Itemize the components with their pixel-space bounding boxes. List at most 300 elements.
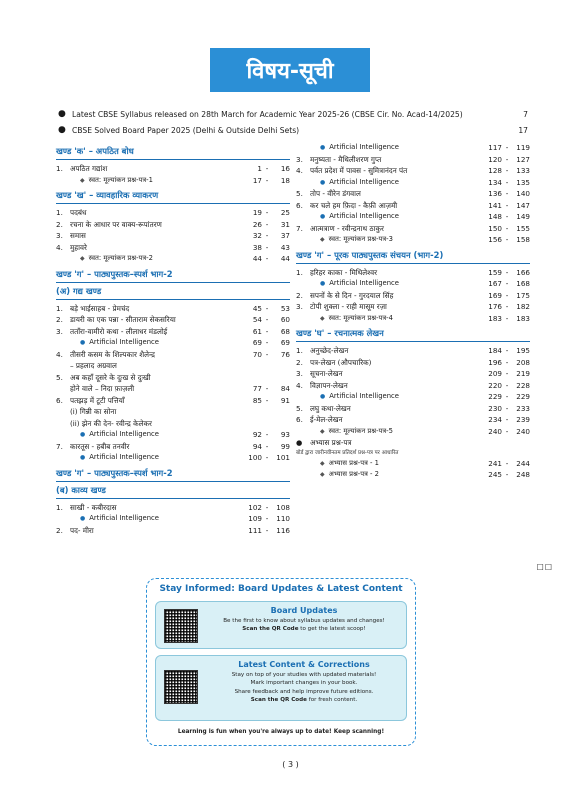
toc-page-start: 117 — [488, 143, 502, 152]
toc-page-dash: - — [505, 189, 509, 198]
toc-row — [56, 163, 290, 175]
toc-label — [70, 406, 244, 418]
toc-page-start: 19 — [252, 208, 262, 217]
toc-label — [70, 383, 244, 395]
toc-number: 1. — [56, 164, 63, 173]
toc-label-text: डायरी का एक पन्ना - सीताराम सेकसरिया — [70, 315, 176, 324]
toc-page-start: 141 — [488, 200, 502, 210]
toc-page-dash: - — [505, 415, 509, 424]
toc-page-dash: - — [265, 514, 269, 523]
toc-number: 3. — [296, 302, 303, 311]
toc-label-text: स्वत: मूल्यांकन प्रश्न-पत्र-1 — [88, 175, 153, 184]
diamond-icon: ◆ — [320, 471, 325, 478]
toc-label — [310, 165, 484, 177]
toc-number: 2. — [296, 290, 303, 300]
toc-row — [56, 383, 290, 395]
toc-label — [310, 403, 484, 415]
toc-page-dash: - — [265, 502, 269, 512]
toc-page-end: 119 — [516, 143, 530, 152]
toc-label-text: सूचना-लेखन — [310, 369, 343, 378]
toc-number: 2. — [56, 219, 63, 229]
toc-page-end: 175 — [516, 290, 530, 300]
top-item — [58, 106, 528, 122]
bullet-icon: ● — [80, 431, 86, 438]
toc-row — [296, 437, 530, 449]
toc-page-start: 184 — [488, 346, 502, 355]
top-item-page: 7 — [523, 109, 528, 119]
subsection-heading: (अ) गद्य खण्ड — [56, 286, 290, 300]
latest-content-line: Mark important changes in your book. — [250, 680, 358, 687]
toc-label — [70, 502, 244, 514]
section-heading: खण्ड 'क' – अपठित बोध — [56, 144, 290, 160]
bullet-icon: ● — [80, 454, 86, 461]
toc-number: 5. — [296, 403, 303, 413]
toc-label-text: होने वाले – निदा फ़ाज़ली — [70, 384, 135, 393]
toc-label — [310, 380, 484, 392]
toc-page-dash: - — [265, 254, 269, 263]
toc-page-end: 76 — [280, 349, 290, 359]
practice-heading: अभ्यास प्रश्न-पत्र — [310, 438, 352, 447]
toc-label — [310, 345, 484, 357]
toc-page-dash: - — [265, 453, 269, 462]
toc-page-end: 110 — [276, 514, 290, 523]
right-column — [296, 142, 530, 481]
toc-row — [296, 211, 530, 223]
toc-label — [80, 429, 244, 441]
page-title: विषय-सूची — [210, 48, 370, 92]
toc-label-text: साखी - कबीरदास — [70, 502, 117, 512]
toc-page-dash: - — [505, 166, 509, 175]
scan-qr-suffix: to get the latest scoop! — [298, 626, 366, 633]
diamond-icon: ◆ — [320, 236, 325, 243]
bullet-icon: ● — [320, 144, 326, 151]
toc-page-dash: - — [505, 235, 509, 244]
toc-row — [296, 368, 530, 380]
toc-page-dash: - — [265, 441, 269, 451]
top-item — [58, 122, 528, 138]
toc-page-end: 25 — [280, 208, 290, 217]
toc-number: 4. — [56, 349, 63, 359]
toc-page-start: 196 — [488, 357, 502, 367]
toc-number: 6. — [56, 395, 63, 405]
toc-page-start: 150 — [488, 223, 502, 233]
toc-label — [310, 200, 484, 212]
toc-page-dash: - — [505, 212, 509, 221]
toc-page-dash: - — [265, 326, 269, 336]
toc-row — [56, 242, 290, 254]
toc-label-text: स्वत: मूल्यांकन प्रश्न-पत्र-3 — [328, 235, 393, 243]
toc-page-dash: - — [265, 430, 269, 439]
qr-code-icon[interactable] — [164, 609, 198, 643]
toc-label — [320, 469, 484, 481]
toc-label-text: टोपी शुक्ला - राही मासूम रज़ा — [310, 302, 387, 311]
toc-page-dash: - — [505, 200, 509, 210]
info-box-title: Stay Informed: Board Updates & Latest Content — [159, 584, 403, 594]
diamond-icon: ◆ — [320, 314, 325, 322]
toc-label-text: स्वत: मूल्यांकन प्रश्न-पत्र-2 — [88, 254, 153, 262]
toc-page-end: 108 — [276, 502, 290, 512]
toc-label-text: रचना के आधार पर वाक्य-रूपांतरण — [70, 219, 162, 229]
toc-page-end: 53 — [280, 303, 290, 313]
toc-row — [296, 290, 530, 302]
bullet-icon: ● — [320, 280, 326, 287]
toc-page-start: 92 — [252, 430, 262, 439]
bullet-icon: ● — [80, 339, 86, 346]
toc-label-text: अपठित गद्यांश — [70, 164, 108, 173]
toc-page-dash: - — [505, 154, 509, 164]
toc-label — [70, 242, 244, 254]
toc-label — [320, 458, 484, 470]
toc-label — [310, 368, 484, 380]
toc-page-end: 140 — [516, 189, 530, 198]
toc-row — [56, 326, 290, 338]
section-heading: खण्ड 'ग' – पाठ्यपुस्तक–स्पर्श भाग-2 — [56, 466, 290, 482]
page-number: ( 3 ) — [282, 760, 299, 769]
toc-label — [70, 360, 244, 372]
toc-page-end: 116 — [276, 525, 290, 535]
toc-page-dash: - — [505, 177, 509, 187]
toc-number: 7. — [296, 223, 303, 233]
toc-number: 1. — [56, 303, 63, 313]
toc-page-end: 208 — [516, 357, 530, 367]
toc-label-text: मुहावरे — [70, 242, 87, 252]
latest-content-line: Stay on top of your studies with updated materials! — [231, 672, 377, 678]
toc-label — [320, 211, 484, 223]
toc-row — [296, 165, 530, 177]
toc-page-dash: - — [265, 525, 269, 535]
toc-page-start: 69 — [252, 338, 262, 347]
bullet-icon: ● — [320, 393, 326, 400]
toc-page-dash: - — [505, 279, 509, 288]
toc-label — [320, 234, 484, 246]
toc-page-start: 120 — [488, 154, 502, 164]
toc-number: 1. — [296, 267, 303, 277]
toc-page-end: 233 — [516, 403, 530, 413]
toc-label-text: ई-मेल-लेखन — [310, 415, 343, 424]
toc-row — [56, 525, 290, 537]
toc-page-start: 77 — [252, 384, 262, 393]
toc-label-text: Artificial Intelligence — [329, 279, 399, 287]
toc-label — [70, 230, 244, 242]
toc-page-end: 99 — [280, 441, 290, 451]
toc-label — [310, 154, 484, 166]
toc-row — [296, 154, 530, 166]
toc-label — [70, 163, 244, 175]
toc-page-start: 102 — [248, 502, 262, 512]
toc-page-end: 248 — [516, 470, 530, 479]
toc-page-start: 17 — [252, 175, 262, 185]
bullet-icon: ● — [58, 109, 66, 119]
toc-row — [56, 372, 290, 384]
toc-label — [70, 372, 244, 384]
info-box — [146, 578, 416, 746]
toc-row — [56, 219, 290, 231]
toc-page-start: 148 — [488, 212, 502, 221]
toc-page-end: 229 — [516, 392, 530, 401]
diamond-icon: ◆ — [80, 255, 85, 262]
latest-content-line: Share feedback and help improve future editions. — [234, 688, 374, 695]
toc-label — [310, 223, 484, 235]
toc-row — [296, 301, 530, 313]
toc-label — [70, 418, 244, 430]
toc-page-dash: - — [505, 143, 509, 152]
toc-page-dash: - — [505, 313, 509, 323]
toc-label — [320, 391, 484, 403]
latest-content-card — [155, 655, 407, 721]
toc-label-text: पतझड़ में टूटी पत्तियाँ — [70, 395, 125, 405]
toc-row — [296, 267, 530, 279]
toc-page-dash: - — [265, 208, 269, 217]
toc-page-dash: - — [265, 219, 269, 229]
scan-qr-text: Scan the QR Code — [242, 626, 299, 633]
toc-label — [70, 303, 244, 315]
toc-number: 3. — [296, 154, 303, 164]
toc-row — [296, 177, 530, 189]
toc-page-end: 168 — [516, 279, 530, 288]
toc-label-text: Artificial Intelligence — [329, 212, 399, 220]
diamond-icon: ◆ — [320, 427, 325, 435]
toc-row — [296, 142, 530, 154]
toc-row — [56, 418, 290, 430]
toc-row — [56, 502, 290, 514]
toc-label-text: अब कहाँ दूसरे के दुःख से दुःखी — [70, 372, 151, 382]
toc-page-dash: - — [505, 403, 509, 413]
scan-qr-text: Scan the QR Code — [250, 697, 307, 704]
toc-page-dash: - — [505, 223, 509, 233]
toc-page-start: 109 — [248, 514, 262, 523]
toc-page-dash: - — [505, 380, 509, 390]
top-item-page: 17 — [518, 125, 528, 135]
toc-number: 1. — [296, 346, 303, 355]
toc-label-text: समास — [70, 231, 86, 240]
toc-label-text: तोप - वीरेन डंगवाल — [310, 189, 361, 198]
top-items — [58, 106, 528, 138]
toc-label — [310, 301, 484, 313]
toc-row — [56, 230, 290, 242]
toc-page-dash: - — [265, 349, 269, 359]
toc-row — [296, 345, 530, 357]
toc-page-end: 158 — [516, 235, 530, 244]
bullet-icon: ● — [320, 178, 326, 186]
toc-number: 2. — [296, 357, 303, 367]
toc-label-text: कर चले हम फ़िदा - कैफ़ी आज़मी — [310, 200, 398, 210]
toc-number: 7. — [56, 441, 63, 451]
toc-row — [56, 337, 290, 349]
toc-number: 3. — [296, 369, 303, 378]
toc-row — [56, 429, 290, 441]
toc-page-dash: - — [505, 470, 509, 479]
toc-page-dash: - — [265, 338, 269, 347]
toc-page-end: 93 — [280, 430, 290, 439]
bullet-icon: ● — [296, 438, 303, 447]
toc-label — [80, 452, 244, 464]
toc-page-end: 44 — [280, 254, 290, 263]
toc-label-text: Artificial Intelligence — [89, 338, 159, 346]
section-heading: खण्ड 'ख' – व्यावहारिक व्याकरण — [56, 188, 290, 204]
toc-label — [70, 395, 244, 407]
toc-page-end: 228 — [516, 380, 530, 390]
toc-row — [296, 403, 530, 415]
toc-label-text: बड़े भाईसाहब - प्रेमचंद — [70, 303, 130, 313]
toc-page-start: 85 — [252, 395, 262, 405]
toc-label — [80, 253, 244, 265]
toc-label — [70, 441, 244, 453]
toc-page-start: 240 — [488, 426, 502, 436]
toc-row — [56, 253, 290, 265]
toc-page-dash: - — [505, 357, 509, 367]
toc-page-dash: - — [505, 290, 509, 300]
toc-number: 3. — [56, 326, 63, 336]
toc-page-start: 220 — [488, 380, 502, 390]
diamond-icon: ◆ — [80, 176, 85, 184]
toc-page-end: 240 — [516, 426, 530, 436]
toc-row — [296, 223, 530, 235]
toc-row — [296, 458, 530, 470]
qr-code-icon[interactable] — [164, 670, 198, 704]
toc-page-start: 26 — [252, 219, 262, 229]
toc-page-start: 241 — [488, 458, 502, 468]
toc-page-end: 60 — [280, 315, 290, 324]
board-updates-line: Be the first to know about syllabus updates and changes! — [223, 618, 385, 624]
toc-label-text: (i) गिन्नी का सोना — [70, 407, 117, 416]
toc-label — [310, 290, 484, 302]
toc-row — [56, 452, 290, 464]
bullet-icon: ● — [58, 125, 66, 135]
toc-page-start: 44 — [252, 254, 262, 263]
toc-page-start: 70 — [252, 349, 262, 359]
latest-content-heading: Latest Content & Corrections — [238, 660, 370, 669]
latest-content-line — [208, 696, 400, 704]
toc-page-end: 101 — [276, 453, 290, 462]
toc-label — [80, 513, 244, 525]
decorative-squares-icon: ☐☐ — [536, 563, 553, 572]
toc-label-text: कारतूस - हबीब तनवीर — [70, 441, 130, 451]
toc-label-text: Artificial Intelligence — [89, 430, 159, 438]
toc-page-start: 183 — [488, 313, 502, 323]
toc-label-text: पदबंध — [70, 208, 87, 217]
toc-page-end: 127 — [516, 154, 530, 164]
toc-label — [70, 525, 244, 537]
toc-page-start: 94 — [252, 441, 262, 451]
toc-row — [296, 188, 530, 200]
toc-page-dash: - — [505, 302, 509, 311]
toc-label — [310, 267, 484, 279]
toc-page-end: 37 — [280, 231, 290, 240]
toc-label-text: हरिहर काका - मिथिलेश्वर — [310, 267, 378, 277]
toc-label-text: (ii) झेन की देन- रवीन्द्र केलेकर — [70, 418, 152, 428]
toc-label — [80, 337, 244, 349]
toc-page-dash: - — [265, 242, 269, 252]
toc-row — [296, 380, 530, 392]
subsection-heading: (ब) काव्य खण्ड — [56, 485, 290, 499]
toc-label-text: लघु कथा-लेखन — [310, 403, 351, 413]
toc-page-end: 149 — [516, 212, 530, 221]
toc-label-text: मनुष्यता - मैथिलीशरण गुप्त — [310, 154, 382, 164]
toc-row — [56, 303, 290, 315]
toc-page-end: 84 — [280, 384, 290, 393]
toc-label-text: स्वत: मूल्यांकन प्रश्न-पत्र-4 — [328, 313, 393, 322]
toc-row — [296, 391, 530, 403]
toc-page-dash: - — [505, 392, 509, 401]
toc-label — [70, 326, 244, 338]
toc-page-start: 136 — [488, 189, 502, 198]
toc-page-dash: - — [265, 231, 269, 240]
toc-page-start: 229 — [488, 392, 502, 401]
toc-label-text: Artificial Intelligence — [89, 514, 159, 522]
toc-label — [320, 177, 484, 189]
toc-number: 2. — [56, 315, 63, 324]
toc-label-text: तीसरी कसम के शिल्पकार शैलेन्द्र — [70, 349, 155, 359]
toc-row — [296, 426, 530, 438]
toc-number: 1. — [56, 502, 63, 512]
toc-page-start: 230 — [488, 403, 502, 413]
toc-page-start: 1 — [257, 164, 262, 173]
toc-number: 6. — [296, 200, 303, 210]
toc-row — [296, 469, 530, 481]
toc-page-start: 45 — [252, 303, 262, 313]
toc-page-end: 43 — [280, 242, 290, 252]
toc-row — [296, 357, 530, 369]
toc-label-text: पद- मीरा — [70, 525, 94, 535]
toc-page-start: 100 — [248, 453, 262, 462]
toc-row — [296, 234, 530, 246]
toc-page-start: 159 — [488, 267, 502, 277]
toc-row — [56, 441, 290, 453]
toc-page-dash: - — [265, 164, 269, 173]
toc-label — [80, 175, 244, 187]
toc-label-text: स्वत: मूल्यांकन प्रश्न-पत्र-5 — [328, 426, 393, 435]
toc-page-start: 167 — [488, 279, 502, 288]
toc-page-start: 176 — [488, 302, 502, 311]
toc-page-dash: - — [265, 384, 269, 393]
toc-page-start: 209 — [488, 369, 502, 378]
toc-number: 3. — [56, 231, 63, 240]
toc-number: 5. — [296, 189, 303, 198]
toc-label — [310, 414, 484, 426]
toc-page-start: 54 — [252, 315, 262, 324]
toc-page-dash: - — [265, 315, 269, 324]
toc-label — [70, 314, 244, 326]
toc-page-end: 195 — [516, 346, 530, 355]
toc-label-text: आत्मत्राण - रवीन्द्रनाथ ठाकुर — [310, 223, 384, 233]
bullet-icon: ● — [320, 213, 326, 220]
toc-label — [310, 357, 484, 369]
toc-label — [320, 313, 484, 325]
toc-page-start: 245 — [488, 470, 502, 479]
board-updates-line — [208, 625, 400, 633]
toc-page-start: 234 — [488, 415, 502, 424]
toc-label — [70, 207, 244, 219]
toc-row — [56, 395, 290, 407]
toc-page-dash: - — [505, 346, 509, 355]
info-box-footer: Learning is fun when you're always up to date! Keep scanning! — [177, 729, 385, 735]
toc-page-start: 156 — [488, 235, 502, 244]
section-heading: खण्ड 'ग' – पाठ्यपुस्तक–स्पर्श भाग-2 — [56, 267, 290, 283]
toc-label-text: पर्वत प्रदेश में पावस - सुमित्रानंदन पंत — [310, 166, 408, 175]
toc-label-text: अभ्यास प्रश्न-पत्र - 1 — [328, 458, 379, 467]
toc-row — [56, 314, 290, 326]
toc-row — [56, 513, 290, 525]
toc-label-text: Artificial Intelligence — [89, 453, 159, 461]
toc-label-text: Artificial Intelligence — [329, 392, 399, 400]
toc-row — [56, 207, 290, 219]
toc-row — [56, 360, 290, 372]
toc-page-start: 61 — [252, 326, 262, 336]
toc-page-end: 68 — [280, 326, 290, 336]
toc-page-start: 38 — [252, 242, 262, 252]
toc-page-dash: - — [265, 175, 269, 185]
board-updates-heading: Board Updates — [270, 606, 338, 615]
